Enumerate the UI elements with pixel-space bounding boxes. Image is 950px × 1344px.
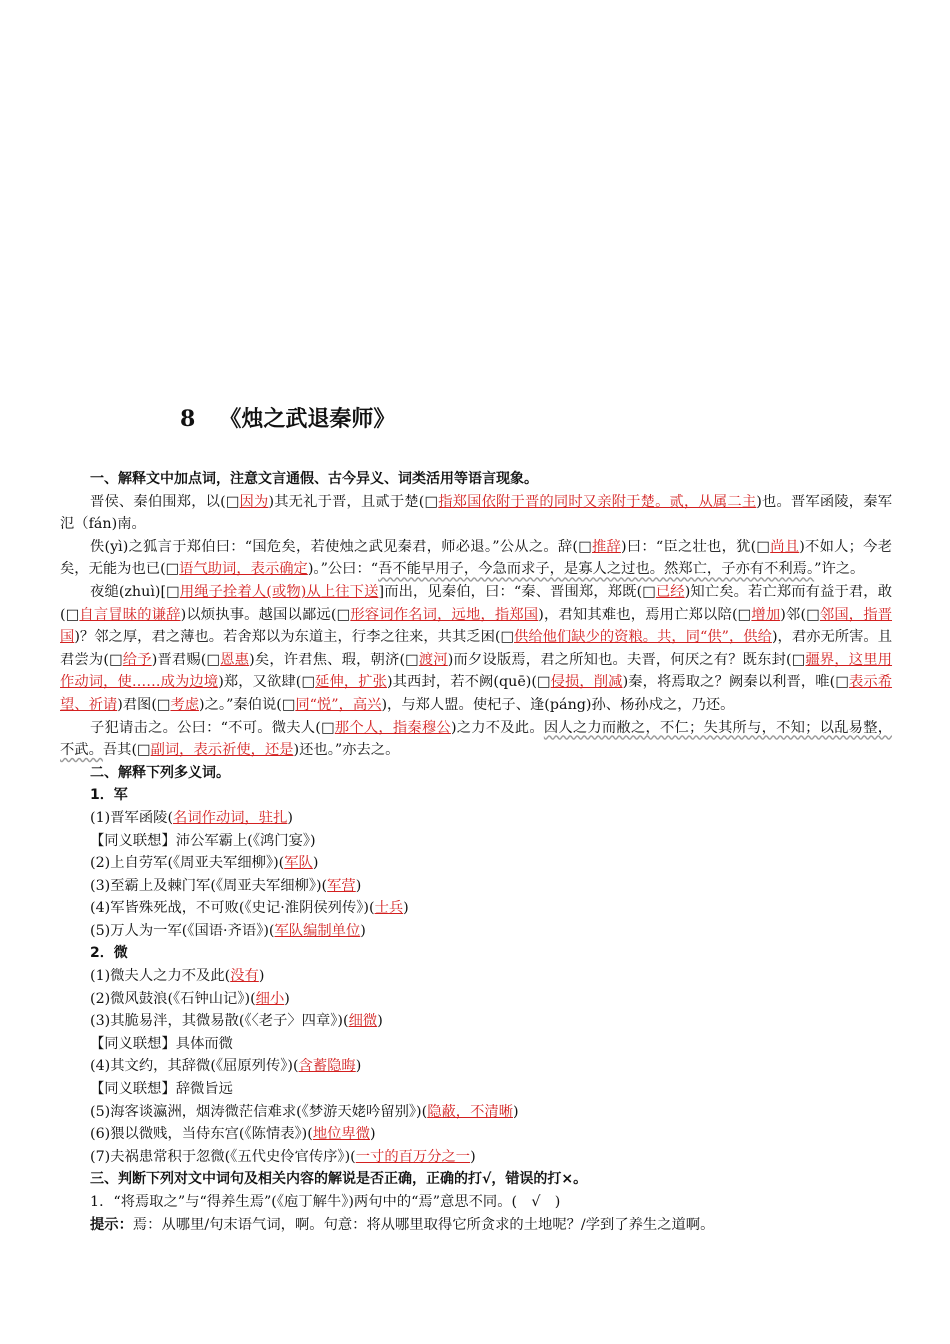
paragraph-4: 子犯请击之。公曰：“不可。微夫人(□那个人，指秦穆公)之力不及此。因人之力而敝之，不仁；失其所与，不知；以乱易整，不武。吾其(□副词，表示祈使，还是)还也。”亦去之。 [60,719,893,759]
paragraph-1: 晋侯、秦伯围郑，以(□因为)其无礼于晋，且贰于楚(□指郑国依附于晋的同时又亲附于楚。贰，从属二主)也。晋军函陵，秦军氾（fán)南。 [60,493,893,533]
word-group-label: 2．微 [90,945,128,962]
hint-label: 提示： [90,1216,133,1233]
section-2-heading: 二、解释下列多义词。 [90,764,230,781]
lesson-number: 8 [180,406,196,432]
word-group-label: 1．军 [90,787,128,804]
list-item: (2)微风鼓浪(《石钟山记》)(细小) [90,990,290,1007]
answer: 细微 [348,1013,378,1030]
answer: 因为 [239,493,269,510]
judgement-question: 1．“将焉取之”与“得养生焉”(《庖丁解牛》)两句中的“焉”意思不同。( √ ) [90,1194,561,1210]
paragraph-3: 夜缒(zhuì)[□用绳子拴着人(或物)从上往下送]而出，见秦伯，曰：“秦、晋围郑，郑既(□已经)知亡矣。若亡郑而有益于君，敢(□自言冒昧的谦辞)以烦执事。越国以鄙远(□形容词作名词，远地，指郑国)，君知其难也，焉用亡郑以陪(□增加)邻(□邻国，指晋国)？邻之厚，君之薄也。若舍郑以为东道主，行李之往来，共其乏困(□供给他们缺少的资粮。共，同“供”，供给)，君亦无所害。且君尝为(□给予)晋君赐(□恩惠)矣，许君焦、瑕，朝济(□渡河)而夕设版焉，君之所知也。夫晋，何厌之有？既东封(□疆界，这里用作动词，使……成为边境)郑，又欲肆(□延伸，扩张)其西封，若不阙(quē)(□侵损，削减)秦，将焉取之？阙秦以利晋，唯(□表示希望、祈请)君图(□考虑)之。”秦伯说(□同“悦”，高兴)，与郑人盟。使杞子、逢(páng)孙、杨孙戍之，乃还。 [60,583,893,713]
answer: 延伸，扩张 [315,674,387,691]
answer: 同“悦”，高兴 [295,696,382,713]
list-item: (4)其文约，其辞微(《屈原列传》)(含蓄隐晦) [90,1058,362,1075]
answer: 士兵 [374,900,404,917]
answer: 自言冒昧的谦辞 [79,606,181,623]
answer: 供给他们缺少的资粮。共，同“供”，供给 [514,629,772,646]
hint [60,1214,892,1237]
list-item: (3)至霸上及棘门军(《周亚夫军细柳》)(军营) [90,877,362,894]
answer: 副词，表示祈使，还是 [150,742,294,759]
answer: 没有 [230,968,259,985]
answer: 考虑 [170,696,200,713]
answer: 地位卑微 [312,1126,371,1143]
answer: 表示希望、祈请 [60,674,893,713]
answer: 那个人，指秦穆公 [334,719,451,736]
answer: 推辞 [591,538,622,555]
list-item: (1)微夫人之力不及此(没有) [90,968,265,985]
answer: 增加 [751,606,781,623]
hint-text: 焉：从哪里/句末语气词，啊。句意：将从哪里取得它所贪求的土地呢？/学到了养生之道啊。 [132,1216,715,1233]
lesson-title: 《烛之武退秦师》 [219,406,396,432]
answer: 细小 [255,990,285,1007]
answer: 一寸的百万分之一 [355,1148,471,1165]
synonym-note: 【同义联想】辞微旨远 [90,1081,233,1098]
answer: 军队编制单位 [274,922,361,939]
list-item: (6)猥以微贱，当侍东宫(《陈情表》)(地位卑微) [90,1126,376,1143]
answer: 指郑国依附于晋的同时又亲附于楚。贰，从属二主 [438,493,757,510]
wavy-sentence: 因人之力而敝之，不仁；失其所与，不知；以乱易整，不武。 [60,719,893,759]
document-body [60,468,892,1236]
answer: 名词作动词，驻扎 [173,809,288,826]
list-item: (3)其脆易泮，其微易散(《〈老子〉四章》)(细微) [90,1013,383,1030]
answer: 渡河 [418,651,448,668]
synonym-note: 【同义联想】沛公军霸上(《鸿门宴》) [90,832,316,849]
list-item: (5)海客谈瀛洲，烟涛微茫信难求(《梦游天姥吟留别》)(隐蔽，不清晰) [90,1103,519,1120]
answer: 恩惠 [220,651,250,668]
answer: 给予 [122,651,152,668]
answer: 尚且 [770,538,800,555]
list-item: (1)晋军函陵(名词作动词，驻扎) [90,809,293,826]
answer: 形容词作名词，远地，指郑国 [350,606,539,623]
answer: 邻国，指晋国 [60,606,893,646]
list-item: (5)万人为一军(《国语·齐语》)(军队编制单位) [90,922,366,939]
answer: 含蓄隐晦 [298,1058,356,1075]
section-3-heading: 三、判断下列对文中词句及相关内容的解说是否正确，正确的打√，错误的打×。 [90,1171,588,1188]
page-title [180,402,395,433]
answer: 疆界，这里用作动词，使……成为边境 [60,651,893,691]
list-item: (2)上自劳军(《周亚夫军细柳》)(军队) [90,855,319,872]
synonym-note: 【同义联想】具体而微 [90,1035,233,1052]
answer: 语气助词，表示确定 [179,561,308,578]
wavy-sentence: 吾不能早用子，今急而求子，是寡人之过也。然郑亡，子亦有不利焉。 [378,561,815,578]
answer: 用绳子拴着人(或物)从上往下送 [179,583,379,600]
answer: 已经 [655,583,685,600]
paragraph-2: 佚(yì)之狐言于郑伯曰：“国危矣，若使烛之武见秦君，师必退。”公从之。辞(□推辞)曰：“臣之壮也，犹(□尚且)不如人；今老矣，无能为也已(□语气助词，表示确定)。”公曰：“吾不能早用子，今急而求子，是寡人之过也。然郑亡，子亦有不利焉。”许之。 [60,538,893,578]
answer: 侵损，削减 [550,674,623,691]
answer: 隐蔽，不清晰 [427,1103,513,1120]
answer: 军队 [284,855,313,872]
list-item: (7)夫祸患常积于忽微(《五代史伶官传序》)(一寸的百万分之一) [90,1148,476,1165]
list-item: (4)军皆殊死战，不可败(《史记·淮阴侯列传》)(士兵) [90,900,409,917]
section-1-heading: 一、解释文中加点词，注意文言通假、古今异义、词类活用等语言现象。 [90,471,538,487]
answer: 军营 [327,877,356,894]
